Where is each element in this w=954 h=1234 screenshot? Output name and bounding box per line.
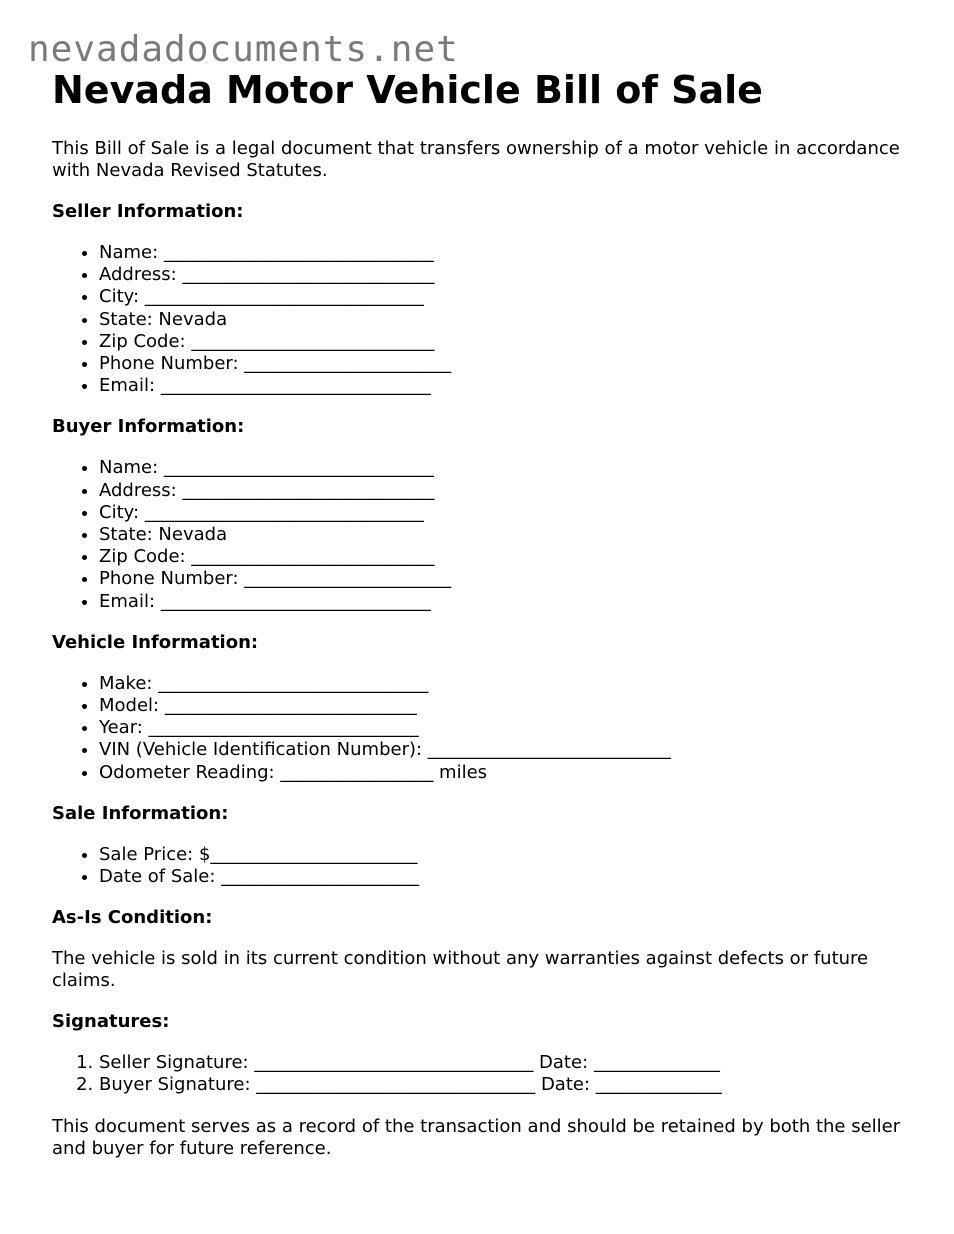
buyer-address: • Address: ____________________________ <box>99 480 912 502</box>
document-body <box>52 66 912 1160</box>
buyer-signature-line: 2. Buyer Signature: _______________________________ Date: ______________ <box>99 1074 912 1096</box>
seller-signature-line: 1. Seller Signature: _______________________________ Date: ______________ <box>99 1052 912 1074</box>
vehicle-heading: Vehicle Information: <box>52 631 259 653</box>
page-title: Nevada Motor Vehicle Bill of Sale <box>52 68 763 112</box>
signatures-list <box>52 1052 912 1096</box>
buyer-email: • Email: ______________________________ <box>99 591 912 613</box>
seller-zip: • Zip Code: ___________________________ <box>99 331 912 353</box>
seller-phone: • Phone Number: _______________________ <box>99 353 912 375</box>
closing-paragraph: This document serves as a record of the transaction and should be retained by both the seller and buyer for future reference. <box>52 1115 901 1159</box>
sale-list <box>52 844 912 888</box>
buyer-phone: • Phone Number: _______________________ <box>99 568 912 590</box>
intro-paragraph: This Bill of Sale is a legal document that transfers ownership of a motor vehicle in accordance with Nevada Revised Statutes. <box>52 138 900 181</box>
seller-address: • Address: ____________________________ <box>99 264 912 286</box>
sale-price: • Sale Price: $_______________________ <box>99 844 912 866</box>
sale-date: • Date of Sale: ______________________ <box>99 866 912 888</box>
signatures-heading: Signatures: <box>52 1011 170 1033</box>
seller-heading: Seller Information: <box>52 201 244 222</box>
buyer-state: • State: Nevada <box>99 524 912 546</box>
vehicle-list <box>52 673 912 784</box>
seller-email: • Email: ______________________________ <box>99 375 912 397</box>
seller-name: • Name: ______________________________ <box>99 242 912 264</box>
buyer-zip: • Zip Code: ___________________________ <box>99 546 912 568</box>
buyer-list <box>52 457 912 612</box>
asis-paragraph: The vehicle is sold in its current condition without any warranties against defects or future claims. <box>52 948 869 992</box>
asis-heading: As-Is Condition: <box>52 907 213 929</box>
vehicle-odometer: • Odometer Reading: _________________ miles <box>99 762 912 784</box>
watermark: nevadadocuments.net <box>28 29 459 70</box>
sale-heading: Sale Information: <box>52 802 229 824</box>
seller-list <box>52 242 912 397</box>
buyer-name: • Name: ______________________________ <box>99 457 912 479</box>
seller-city: • City: _______________________________ <box>99 286 912 308</box>
buyer-city: • City: _______________________________ <box>99 502 912 524</box>
vehicle-vin: • VIN (Vehicle Identification Number): ___________________________ <box>99 739 912 761</box>
buyer-heading: Buyer Information: <box>52 416 245 438</box>
vehicle-make: • Make: ______________________________ <box>99 673 912 695</box>
vehicle-model: • Model: ____________________________ <box>99 695 912 717</box>
seller-state: • State: Nevada <box>99 309 912 331</box>
vehicle-year: • Year: ______________________________ <box>99 717 912 739</box>
